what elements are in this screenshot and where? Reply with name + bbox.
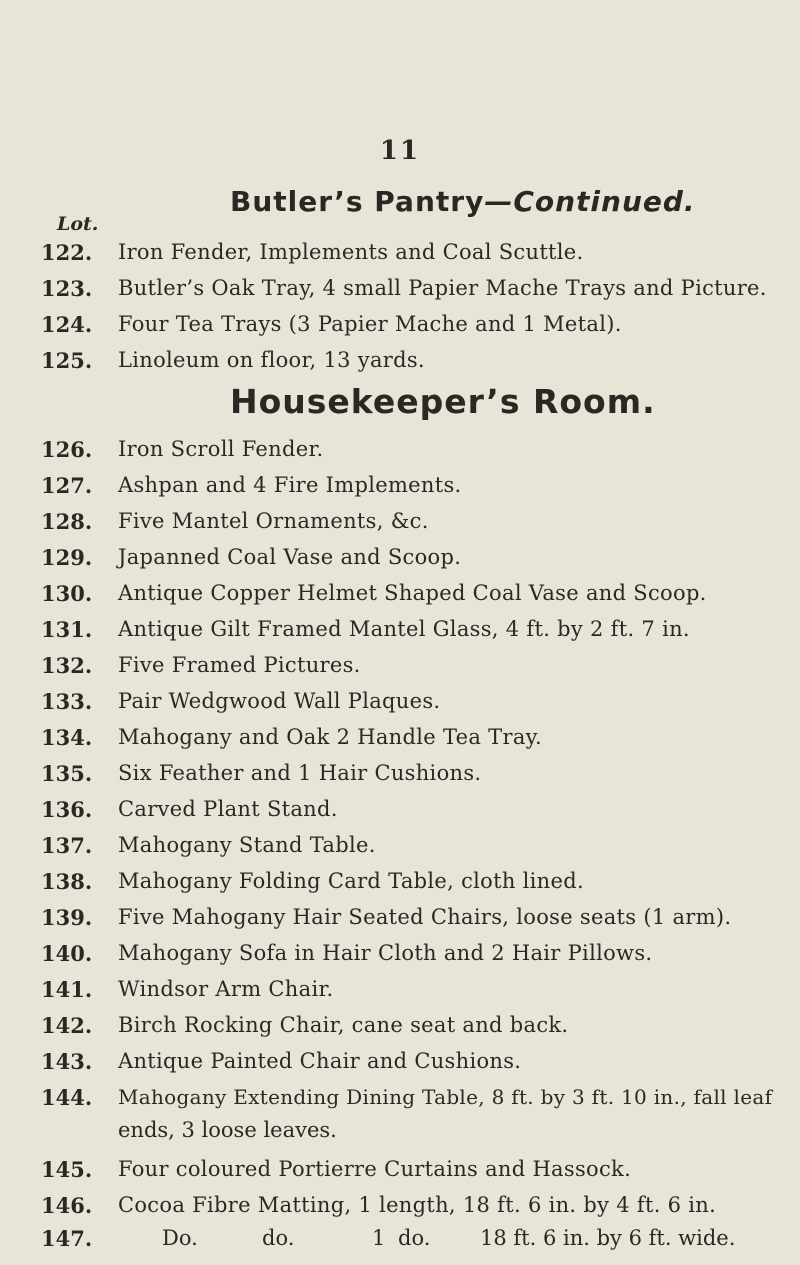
- list-item: [0, 312, 800, 346]
- lot-description: Mahogany Stand Table.: [118, 833, 376, 857]
- list-item: [0, 977, 800, 1011]
- list-item: [0, 1085, 800, 1155]
- lot-description: Five Framed Pictures.: [118, 653, 361, 677]
- lot-number: 122.: [41, 240, 93, 265]
- lot-number: 133.: [41, 689, 93, 714]
- list-item: [0, 437, 800, 471]
- list-item: [0, 833, 800, 867]
- list-item: [0, 941, 800, 975]
- lot-number: 129.: [41, 545, 93, 570]
- list-item: [0, 653, 800, 687]
- lot-number: 126.: [41, 437, 93, 462]
- list-item: [0, 797, 800, 831]
- lot-description: Iron Fender, Implements and Coal Scuttle.: [118, 240, 584, 264]
- page-number: 11: [379, 136, 421, 166]
- section-title: Butler’s Pantry: [230, 185, 485, 218]
- list-item: [0, 761, 800, 795]
- list-item: [0, 905, 800, 939]
- ditto-mark: do.: [398, 1226, 431, 1250]
- lot-number: 146.: [41, 1193, 93, 1218]
- lot-number: 127.: [41, 473, 93, 498]
- lot-description: Five Mahogany Hair Seated Chairs, loose seats (1 arm).: [118, 905, 732, 929]
- lot-description: Mahogany Sofa in Hair Cloth and 2 Hair Pillows.: [118, 941, 653, 965]
- lot-number: 132.: [41, 653, 93, 678]
- list-item: [0, 869, 800, 903]
- lot-number: 145.: [41, 1157, 93, 1182]
- lot-description: Six Feather and 1 Hair Cushions.: [118, 761, 482, 785]
- section-heading-butlers-pantry: [230, 185, 696, 218]
- lot-description: Butler’s Oak Tray, 4 small Papier Mache Trays and Picture.: [118, 276, 767, 300]
- dimensions: 18 ft. 6 in. by 6 ft. wide.: [480, 1226, 736, 1250]
- lot-description: Ashpan and 4 Fire Implements.: [118, 473, 462, 497]
- lot-column-label: Lot.: [57, 213, 99, 235]
- lot-description: Four Tea Trays (3 Papier Mache and 1 Metal).: [118, 312, 622, 336]
- list-item: [0, 617, 800, 651]
- lot-number: 123.: [41, 276, 93, 301]
- list-item: [0, 1226, 800, 1260]
- lot-number: 140.: [41, 941, 93, 966]
- lot-number: 138.: [41, 869, 93, 894]
- list-item: [0, 725, 800, 759]
- lot-number: 124.: [41, 312, 93, 337]
- lot-description: Antique Copper Helmet Shaped Coal Vase and Scoop.: [118, 581, 707, 605]
- lot-number: 137.: [41, 833, 93, 858]
- lot-number: 144.: [41, 1085, 93, 1110]
- lot-number: 130.: [41, 581, 93, 606]
- lot-description: Birch Rocking Chair, cane seat and back.: [118, 1013, 569, 1037]
- ditto-mark: Do.: [162, 1226, 198, 1250]
- lot-description: Mahogany Folding Card Table, cloth lined.: [118, 869, 584, 893]
- lot-number: 136.: [41, 797, 93, 822]
- lot-number: 141.: [41, 977, 93, 1002]
- lot-description: Carved Plant Stand.: [118, 797, 338, 821]
- lot-description: Cocoa Fibre Matting, 1 length, 18 ft. 6 in. by 4 ft. 6 in.: [118, 1193, 717, 1217]
- list-item: [0, 581, 800, 615]
- list-item: [0, 473, 800, 507]
- lot-description: Windsor Arm Chair.: [118, 977, 334, 1001]
- lot-description: Iron Scroll Fender.: [118, 437, 324, 461]
- lot-number: 143.: [41, 1049, 93, 1074]
- lot-description: Mahogany and Oak 2 Handle Tea Tray.: [118, 725, 542, 749]
- list-item: [0, 240, 800, 274]
- lot-number: 142.: [41, 1013, 93, 1038]
- lot-description: Mahogany Extending Dining Table, 8 ft. by 3 ft. 10 in., fall leaf: [118, 1085, 773, 1109]
- lot-description: Japanned Coal Vase and Scoop.: [118, 545, 462, 569]
- list-item: [0, 276, 800, 310]
- list-item: [0, 545, 800, 579]
- list-item: [0, 1049, 800, 1083]
- lot-number: 125.: [41, 348, 93, 373]
- lot-description-continued: ends, 3 loose leaves.: [118, 1118, 337, 1142]
- list-item: [0, 509, 800, 543]
- lot-description: Antique Painted Chair and Cushions.: [118, 1049, 522, 1073]
- lot-number: 131.: [41, 617, 93, 642]
- list-item: [0, 689, 800, 723]
- lot-description: Five Mantel Ornaments, &c.: [118, 509, 429, 533]
- lot-description: Linoleum on floor, 13 yards.: [118, 348, 425, 372]
- lot-number: 139.: [41, 905, 93, 930]
- quantity: 1: [372, 1226, 386, 1250]
- lot-number: 135.: [41, 761, 93, 786]
- list-item: [0, 1193, 800, 1227]
- list-item: [0, 348, 800, 382]
- ditto-mark: do.: [262, 1226, 295, 1250]
- lot-number: 128.: [41, 509, 93, 534]
- list-item: [0, 1157, 800, 1191]
- lot-number: 134.: [41, 725, 93, 750]
- lot-description: Antique Gilt Framed Mantel Glass, 4 ft. by 2 ft. 7 in.: [118, 617, 690, 641]
- lot-description: Four coloured Portierre Curtains and Hassock.: [118, 1157, 632, 1181]
- section-title-suffix: —Continued.: [484, 185, 696, 218]
- section-heading-housekeepers-room: Housekeeper’s Room.: [230, 382, 656, 421]
- lot-description: Pair Wedgwood Wall Plaques.: [118, 689, 441, 713]
- list-item: [0, 1013, 800, 1047]
- lot-number: 147.: [41, 1226, 93, 1251]
